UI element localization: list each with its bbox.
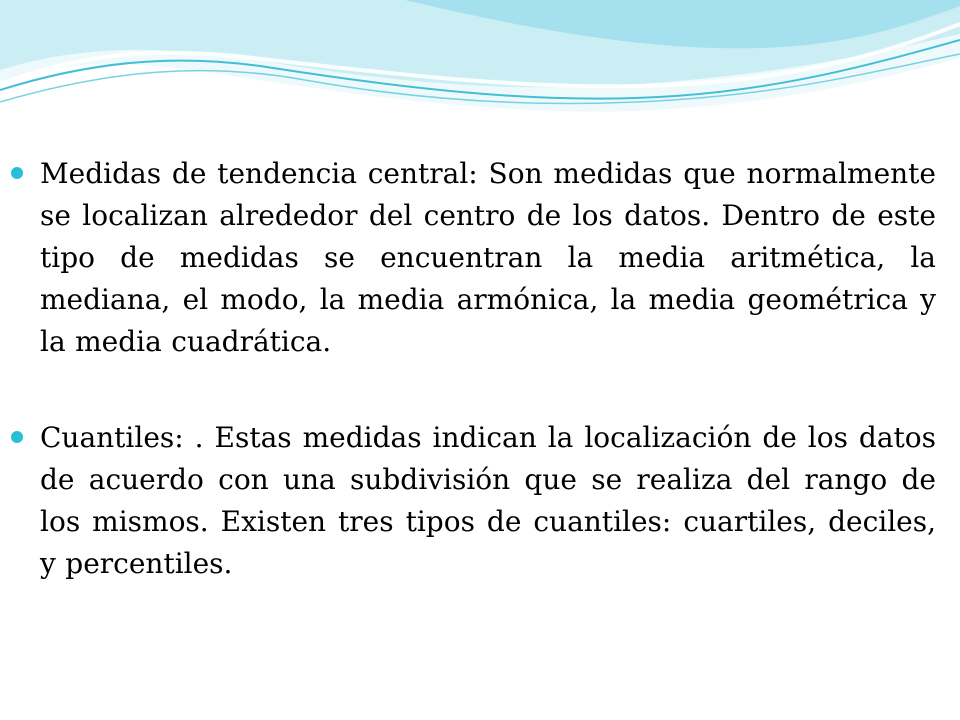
bullet-item — [40, 417, 936, 585]
bullet-dot-icon — [11, 167, 23, 179]
bullet-item — [40, 153, 936, 363]
bullet-dot-icon — [11, 431, 23, 443]
bullet-text: Cuantiles: . Estas medidas indican la localización de los datos de acuerdo con una subdivisión que se realiza del rango de los mismos. Existen tres tipos de cuantiles: cuartiles, deciles, y percentiles. — [40, 421, 936, 580]
bullet-text: Medidas de tendencia central: Son medidas que normalmente se localizan alrededor del centro de los datos. Dentro de este tipo de medidas se encuentran la media aritmética, la mediana, el modo, la media armónica, la media geométrica y la media cuadrática. — [40, 157, 936, 358]
